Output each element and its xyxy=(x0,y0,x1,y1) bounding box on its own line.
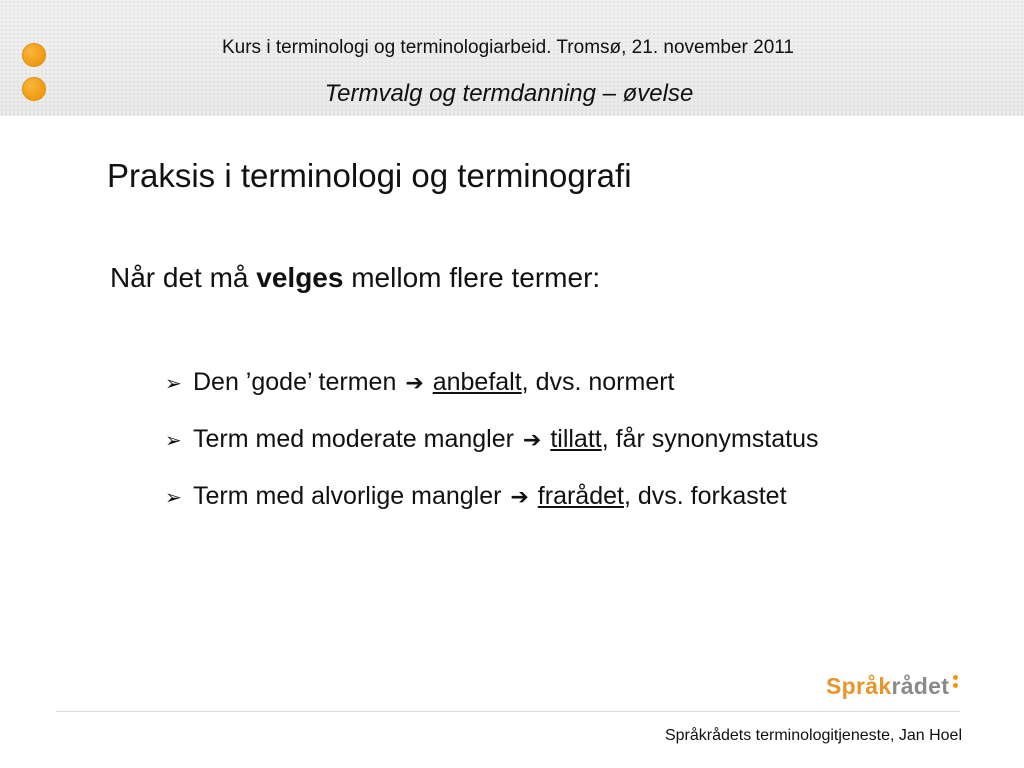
bullet-rest: , dvs. normert xyxy=(521,368,675,396)
logo-part-1: Språk xyxy=(826,673,892,699)
bullet-text: Den ’gode’ termen xyxy=(193,368,397,396)
bullet-key-term: frarådet xyxy=(537,482,624,510)
course-title: Kurs i terminologi og terminologiarbeid. Tromsø, 21. november 2011 xyxy=(221,37,795,58)
lead-before: Når det må xyxy=(110,262,257,293)
bullet-arrowhead-icon: ➢ xyxy=(165,487,182,509)
bullet-text: Term med moderate mangler xyxy=(193,425,514,453)
bullet-key-term: anbefalt xyxy=(432,368,522,396)
bullet-arrowhead-icon: ➢ xyxy=(165,430,182,452)
lead-sentence xyxy=(110,262,600,294)
sprakradet-logo xyxy=(826,673,949,700)
bullet-key-term: tillatt xyxy=(550,425,602,453)
bullet-item xyxy=(165,478,818,535)
right-arrow-icon: ➔ xyxy=(522,427,542,452)
bullet-item xyxy=(165,364,818,421)
bullet-item xyxy=(165,421,818,478)
bullet-rest: , dvs. forkastet xyxy=(623,482,787,510)
bullet-text: Term med alvorlige mangler xyxy=(193,482,502,510)
bullet-list xyxy=(165,364,818,535)
right-arrow-icon: ➔ xyxy=(510,484,529,509)
bullet-rest: , får synonymstatus xyxy=(601,425,819,453)
bullet-arrowhead-icon: ➢ xyxy=(165,373,182,395)
slide-subtitle: Termvalg og termdanning – øvelse xyxy=(324,80,694,107)
lead-emphasis: velges xyxy=(256,262,344,293)
right-arrow-icon: ➔ xyxy=(405,370,424,395)
logo-dots-icon xyxy=(953,675,959,693)
footer-divider xyxy=(56,711,960,712)
logo-part-2: rådet xyxy=(891,673,950,699)
footer-credit: Språkrådets terminologitjeneste, Jan Hoel xyxy=(664,727,962,744)
lead-after: mellom flere termer: xyxy=(343,262,601,293)
slide-title: Praksis i terminologi og terminografi xyxy=(107,157,632,194)
